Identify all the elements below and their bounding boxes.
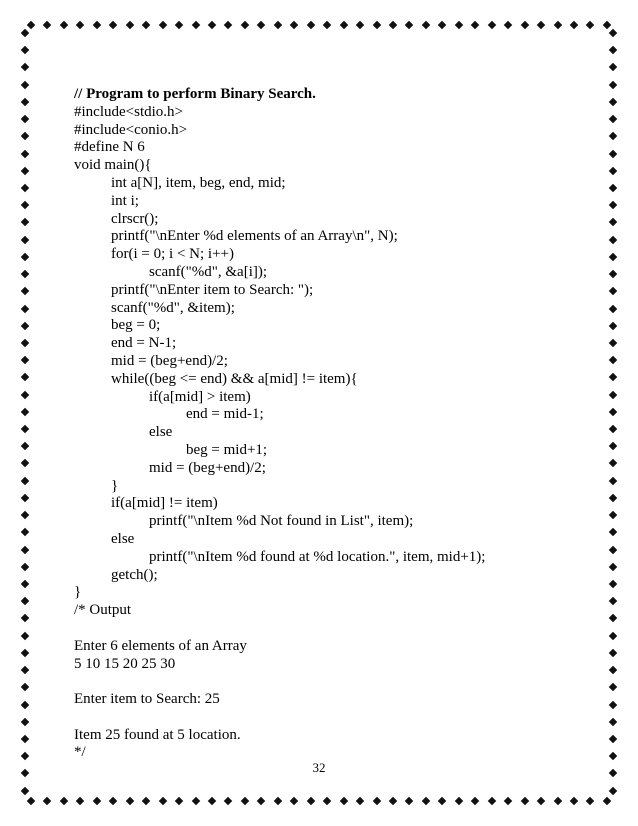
diamond-icon — [21, 80, 29, 88]
diamond-icon — [208, 797, 216, 805]
diamond-icon — [609, 442, 617, 450]
diamond-icon — [191, 797, 199, 805]
diamond-icon — [609, 408, 617, 416]
diamond-icon — [471, 21, 479, 29]
diamond-icon — [586, 21, 594, 29]
diamond-icon — [224, 21, 232, 29]
diamond-icon — [21, 132, 29, 140]
diamond-icon — [21, 545, 29, 553]
diamond-icon — [21, 408, 29, 416]
diamond-icon — [609, 80, 617, 88]
code-line: mid = (beg+end)/2; — [149, 459, 266, 476]
border-right — [608, 30, 618, 794]
output-comment-end: */ — [74, 744, 86, 761]
diamond-icon — [21, 786, 29, 794]
diamond-icon — [609, 631, 617, 639]
diamond-icon — [142, 21, 150, 29]
diamond-icon — [21, 700, 29, 708]
diamond-icon — [158, 797, 166, 805]
diamond-icon — [175, 797, 183, 805]
diamond-icon — [609, 786, 617, 794]
diamond-icon — [609, 700, 617, 708]
diamond-icon — [21, 649, 29, 657]
diamond-icon — [609, 563, 617, 571]
diamond-icon — [241, 21, 249, 29]
code-line: scanf("%d", &item); — [111, 299, 235, 316]
diamond-icon — [609, 287, 617, 295]
diamond-icon — [609, 494, 617, 502]
code-line: else — [149, 424, 173, 441]
diamond-icon — [537, 21, 545, 29]
diamond-icon — [21, 459, 29, 467]
code-comment-title: // Program to perform Binary Search. — [74, 86, 316, 102]
diamond-icon — [356, 21, 364, 29]
diamond-icon — [21, 287, 29, 295]
diamond-icon — [21, 390, 29, 398]
diamond-icon — [553, 21, 561, 29]
diamond-icon — [609, 270, 617, 278]
diamond-icon — [175, 21, 183, 29]
diamond-icon — [356, 797, 364, 805]
diamond-icon — [438, 797, 446, 805]
diamond-icon — [21, 46, 29, 54]
diamond-icon — [21, 184, 29, 192]
diamond-icon — [306, 21, 314, 29]
diamond-icon — [109, 21, 117, 29]
diamond-icon — [21, 563, 29, 571]
diamond-icon — [224, 797, 232, 805]
diamond-icon — [93, 21, 101, 29]
blank-line — [74, 620, 574, 638]
diamond-icon — [609, 184, 617, 192]
diamond-icon — [60, 797, 68, 805]
diamond-icon — [487, 21, 495, 29]
diamond-icon — [372, 797, 380, 805]
diamond-icon — [609, 735, 617, 743]
diamond-icon — [372, 21, 380, 29]
diamond-icon — [339, 21, 347, 29]
diamond-icon — [290, 21, 298, 29]
diamond-icon — [21, 270, 29, 278]
diamond-icon — [609, 253, 617, 261]
diamond-icon — [21, 442, 29, 450]
diamond-icon — [609, 149, 617, 157]
diamond-icon — [609, 373, 617, 381]
diamond-icon — [609, 683, 617, 691]
diamond-icon — [21, 167, 29, 175]
diamond-icon — [142, 797, 150, 805]
diamond-icon — [609, 132, 617, 140]
code-line: int i; — [111, 192, 139, 209]
output-line: Enter item to Search: 25 — [74, 691, 220, 708]
border-top — [28, 20, 610, 30]
diamond-icon — [158, 21, 166, 29]
diamond-icon — [21, 98, 29, 106]
code-line: void main(){ — [74, 157, 152, 174]
diamond-icon — [241, 797, 249, 805]
diamond-icon — [43, 797, 51, 805]
diamond-icon — [323, 21, 331, 29]
diamond-icon — [208, 21, 216, 29]
diamond-icon — [389, 21, 397, 29]
diamond-icon — [21, 253, 29, 261]
diamond-icon — [21, 235, 29, 243]
code-line: getch(); — [111, 566, 158, 583]
diamond-icon — [21, 29, 29, 37]
code-line: #define N 6 — [74, 139, 145, 156]
code-line: end = N-1; — [111, 335, 177, 352]
blank-line — [74, 709, 574, 727]
diamond-icon — [609, 597, 617, 605]
diamond-icon — [125, 21, 133, 29]
diamond-icon — [257, 797, 265, 805]
code-line: if(a[mid] > item) — [149, 388, 251, 405]
diamond-icon — [21, 666, 29, 674]
diamond-icon — [609, 46, 617, 54]
diamond-icon — [609, 580, 617, 588]
diamond-icon — [438, 21, 446, 29]
diamond-icon — [43, 21, 51, 29]
diamond-icon — [609, 218, 617, 226]
diamond-icon — [609, 425, 617, 433]
diamond-icon — [323, 797, 331, 805]
diamond-icon — [60, 21, 68, 29]
code-line: if(a[mid] != item) — [111, 495, 218, 512]
diamond-icon — [455, 797, 463, 805]
code-line: beg = mid+1; — [186, 441, 268, 458]
diamond-icon — [21, 511, 29, 519]
diamond-icon — [21, 115, 29, 123]
diamond-icon — [455, 21, 463, 29]
diamond-icon — [76, 797, 84, 805]
page-number: 32 — [312, 760, 326, 775]
code-line: printf("\nItem %d found at %d location.", item, mid+1); — [149, 548, 486, 565]
diamond-icon — [191, 21, 199, 29]
diamond-icon — [109, 797, 117, 805]
diamond-icon — [21, 476, 29, 484]
diamond-icon — [570, 797, 578, 805]
diamond-icon — [339, 797, 347, 805]
diamond-icon — [21, 683, 29, 691]
diamond-icon — [471, 797, 479, 805]
code-line: for(i = 0; i < N; i++) — [111, 246, 234, 263]
diamond-icon — [21, 631, 29, 639]
diamond-icon — [21, 201, 29, 209]
diamond-icon — [21, 304, 29, 312]
diamond-icon — [76, 21, 84, 29]
diamond-icon — [609, 63, 617, 71]
output-line: Item 25 found at 5 location. — [74, 726, 241, 743]
code-line: while((beg <= end) && a[mid] != item){ — [111, 370, 358, 387]
diamond-icon — [504, 797, 512, 805]
code-line: } — [74, 584, 82, 601]
diamond-icon — [21, 735, 29, 743]
diamond-icon — [609, 115, 617, 123]
diamond-icon — [21, 373, 29, 381]
diamond-icon — [21, 528, 29, 536]
diamond-icon — [553, 797, 561, 805]
diamond-icon — [609, 718, 617, 726]
diamond-icon — [609, 476, 617, 484]
diamond-icon — [21, 218, 29, 226]
diamond-icon — [21, 580, 29, 588]
diamond-icon — [21, 321, 29, 329]
diamond-icon — [609, 666, 617, 674]
diamond-icon — [21, 63, 29, 71]
blank-line — [74, 673, 574, 691]
diamond-icon — [487, 797, 495, 805]
diamond-icon — [125, 797, 133, 805]
code-listing — [74, 86, 574, 762]
diamond-icon — [21, 149, 29, 157]
code-line: end = mid-1; — [186, 406, 264, 423]
diamond-icon — [609, 649, 617, 657]
code-line: printf("\nItem %d Not found in List", item); — [149, 513, 414, 530]
code-line: #include<stdio.h> — [74, 103, 183, 120]
diamond-icon — [27, 797, 35, 805]
diamond-icon — [609, 356, 617, 364]
diamond-icon — [537, 797, 545, 805]
diamond-icon — [405, 797, 413, 805]
diamond-icon — [422, 797, 430, 805]
diamond-icon — [21, 597, 29, 605]
diamond-icon — [520, 797, 528, 805]
diamond-icon — [603, 21, 611, 29]
code-line: printf("\nEnter %d elements of an Array\n", N); — [111, 228, 398, 245]
diamond-icon — [21, 718, 29, 726]
diamond-icon — [609, 545, 617, 553]
diamond-icon — [609, 339, 617, 347]
code-line: } — [111, 477, 119, 494]
diamond-icon — [603, 797, 611, 805]
diamond-icon — [274, 797, 282, 805]
border-left — [20, 30, 30, 794]
code-line: printf("\nEnter item to Search: "); — [111, 281, 314, 298]
diamond-icon — [504, 21, 512, 29]
output-line: 5 10 15 20 25 30 — [74, 655, 176, 672]
diamond-icon — [306, 797, 314, 805]
code-line: else — [111, 530, 135, 547]
diamond-icon — [21, 339, 29, 347]
diamond-icon — [609, 304, 617, 312]
diamond-icon — [609, 29, 617, 37]
diamond-icon — [609, 98, 617, 106]
code-line: mid = (beg+end)/2; — [111, 352, 228, 369]
diamond-icon — [609, 528, 617, 536]
diamond-icon — [609, 511, 617, 519]
diamond-icon — [405, 21, 413, 29]
diamond-icon — [389, 797, 397, 805]
diamond-icon — [93, 797, 101, 805]
output-comment-start: /* Output — [74, 602, 132, 619]
diamond-icon — [21, 494, 29, 502]
output-line: Enter 6 elements of an Array — [74, 637, 247, 654]
diamond-icon — [21, 614, 29, 622]
diamond-icon — [609, 390, 617, 398]
diamond-icon — [609, 167, 617, 175]
diamond-icon — [609, 201, 617, 209]
code-line: #include<conio.h> — [74, 121, 188, 138]
border-bottom — [28, 796, 610, 806]
diamond-icon — [21, 425, 29, 433]
code-line: int a[N], item, beg, end, mid; — [111, 174, 286, 191]
code-line: beg = 0; — [111, 317, 161, 334]
diamond-icon — [274, 21, 282, 29]
diamond-icon — [422, 21, 430, 29]
diamond-icon — [257, 21, 265, 29]
diamond-icon — [586, 797, 594, 805]
diamond-icon — [609, 459, 617, 467]
code-line: clrscr(); — [111, 210, 159, 227]
diamond-icon — [609, 321, 617, 329]
diamond-icon — [520, 21, 528, 29]
code-line: scanf("%d", &a[i]); — [149, 263, 268, 280]
diamond-icon — [609, 235, 617, 243]
diamond-icon — [290, 797, 298, 805]
diamond-icon — [609, 614, 617, 622]
diamond-icon — [21, 356, 29, 364]
diamond-icon — [570, 21, 578, 29]
diamond-icon — [27, 21, 35, 29]
